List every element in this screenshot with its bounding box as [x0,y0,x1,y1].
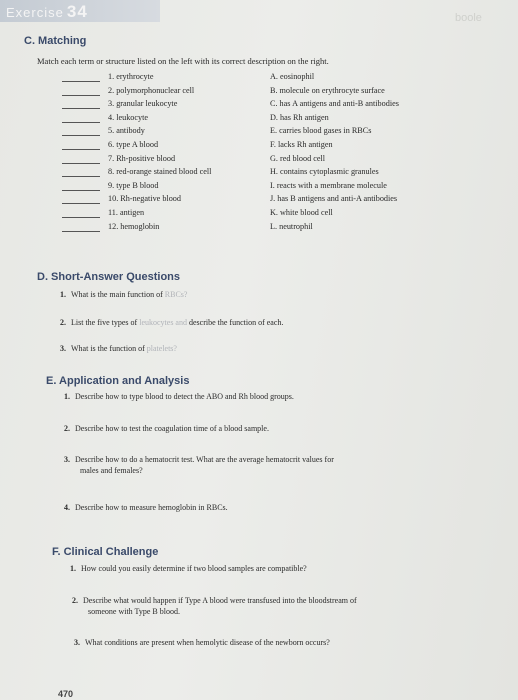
matching-row [0,222,518,234]
short-answer-q1: 1. What is the main function of RBCs? [60,290,188,299]
matching-term: 1. erythrocyte [108,72,154,81]
matching-term: 6. type A blood [108,140,159,149]
section-c-title: C. Matching [24,35,87,47]
answer-blank[interactable] [62,99,100,109]
answer-blank[interactable] [62,181,100,191]
application-q3: 3. Describe how to do a hematocrit test. What are the average hematocrit values for [64,455,334,464]
matching-term: 5. antibody [108,126,145,136]
application-q1: 1. Describe how to type blood to detect the ABO and Rh blood groups. [64,392,294,401]
answer-blank[interactable] [62,86,100,96]
section-d-title: D. Short-Answer Questions [37,271,181,283]
answer-blank[interactable] [62,154,100,164]
matching-description: H. contains cytoplasmic granules [270,167,379,177]
matching-term: 2. polymorphonuclear cell [108,85,195,95]
matching-row [0,181,518,193]
application-q3-continued: males and females? [80,466,143,475]
clinical-q1: 1. How could you easily determine if two blood samples are compatible? [70,564,307,573]
matching-row [0,194,518,206]
matching-row [0,208,518,220]
matching-term: 3. granular leukocyte [108,99,178,109]
matching-row [0,154,518,166]
matching-instructions: Match each term or structure listed on the left with its correct description on the right. [37,56,329,66]
matching-description: I. reacts with a membrane molecule [270,180,387,190]
matching-row [0,113,518,125]
matching-row [0,140,518,152]
matching-description: D. has Rh antigen [270,112,329,122]
matching-row [0,72,518,84]
exercise-header [0,0,160,22]
matching-description: F. lacks Rh antigen [270,140,333,149]
application-q2: 2. Describe how to test the coagulation time of a blood sample. [64,424,269,433]
matching-description: A. eosinophil [270,72,315,81]
matching-term: 8. red-orange stained blood cell [108,167,212,177]
answer-blank[interactable] [62,222,100,232]
matching-description: K. white blood cell [270,208,333,217]
section-e-title: E. Application and Analysis [46,375,190,387]
matching-term: 12. hemoglobin [108,221,160,231]
matching-row [0,86,518,98]
answer-blank[interactable] [62,72,100,82]
matching-term: 4. leukocyte [108,112,149,122]
matching-term: 10. Rh-negative blood [108,194,181,204]
answer-blank[interactable] [62,194,100,204]
matching-term: 11. antigen [108,208,145,217]
answer-blank[interactable] [62,126,100,136]
answer-blank[interactable] [62,140,100,150]
exercise-label: Exercise 34 [6,2,88,21]
application-q4: 4. Describe how to measure hemoglobin in RBCs. [64,503,228,512]
matching-row [0,99,518,111]
clinical-q3: 3. What conditions are present when hemolytic disease of the newborn occurs? [74,638,330,647]
matching-description: B. molecule on erythrocyte surface [270,85,385,95]
clinical-q2: 2. Describe what would happen if Type A blood were transfused into the bloodstream of [72,596,357,605]
answer-blank[interactable] [62,167,100,177]
matching-row [0,126,518,138]
matching-description: L. neutrophil [270,221,313,231]
matching-term: 9. type B blood [108,180,159,190]
matching-description: E. carries blood gases in RBCs [270,126,372,136]
short-answer-q2: 2. List the five types of leukocytes and describe the function of each. [60,318,284,327]
matching-row [0,167,518,179]
answer-blank[interactable] [62,208,100,218]
matching-term: 7. Rh-positive blood [108,153,176,163]
section-f-title: F. Clinical Challenge [52,546,159,558]
answer-blank[interactable] [62,113,100,123]
matching-description: C. has A antigens and anti-B antibodies [270,99,399,109]
matching-description: J. has B antigens and anti-A antibodies [270,194,398,204]
short-answer-q3: 3. What is the function of platelets? [60,344,177,353]
matching-description: G. red blood cell [270,153,326,163]
clinical-q2-continued: someone with Type B blood. [88,607,180,616]
page-number: 470 [58,689,74,699]
watermark: boole [455,12,482,24]
